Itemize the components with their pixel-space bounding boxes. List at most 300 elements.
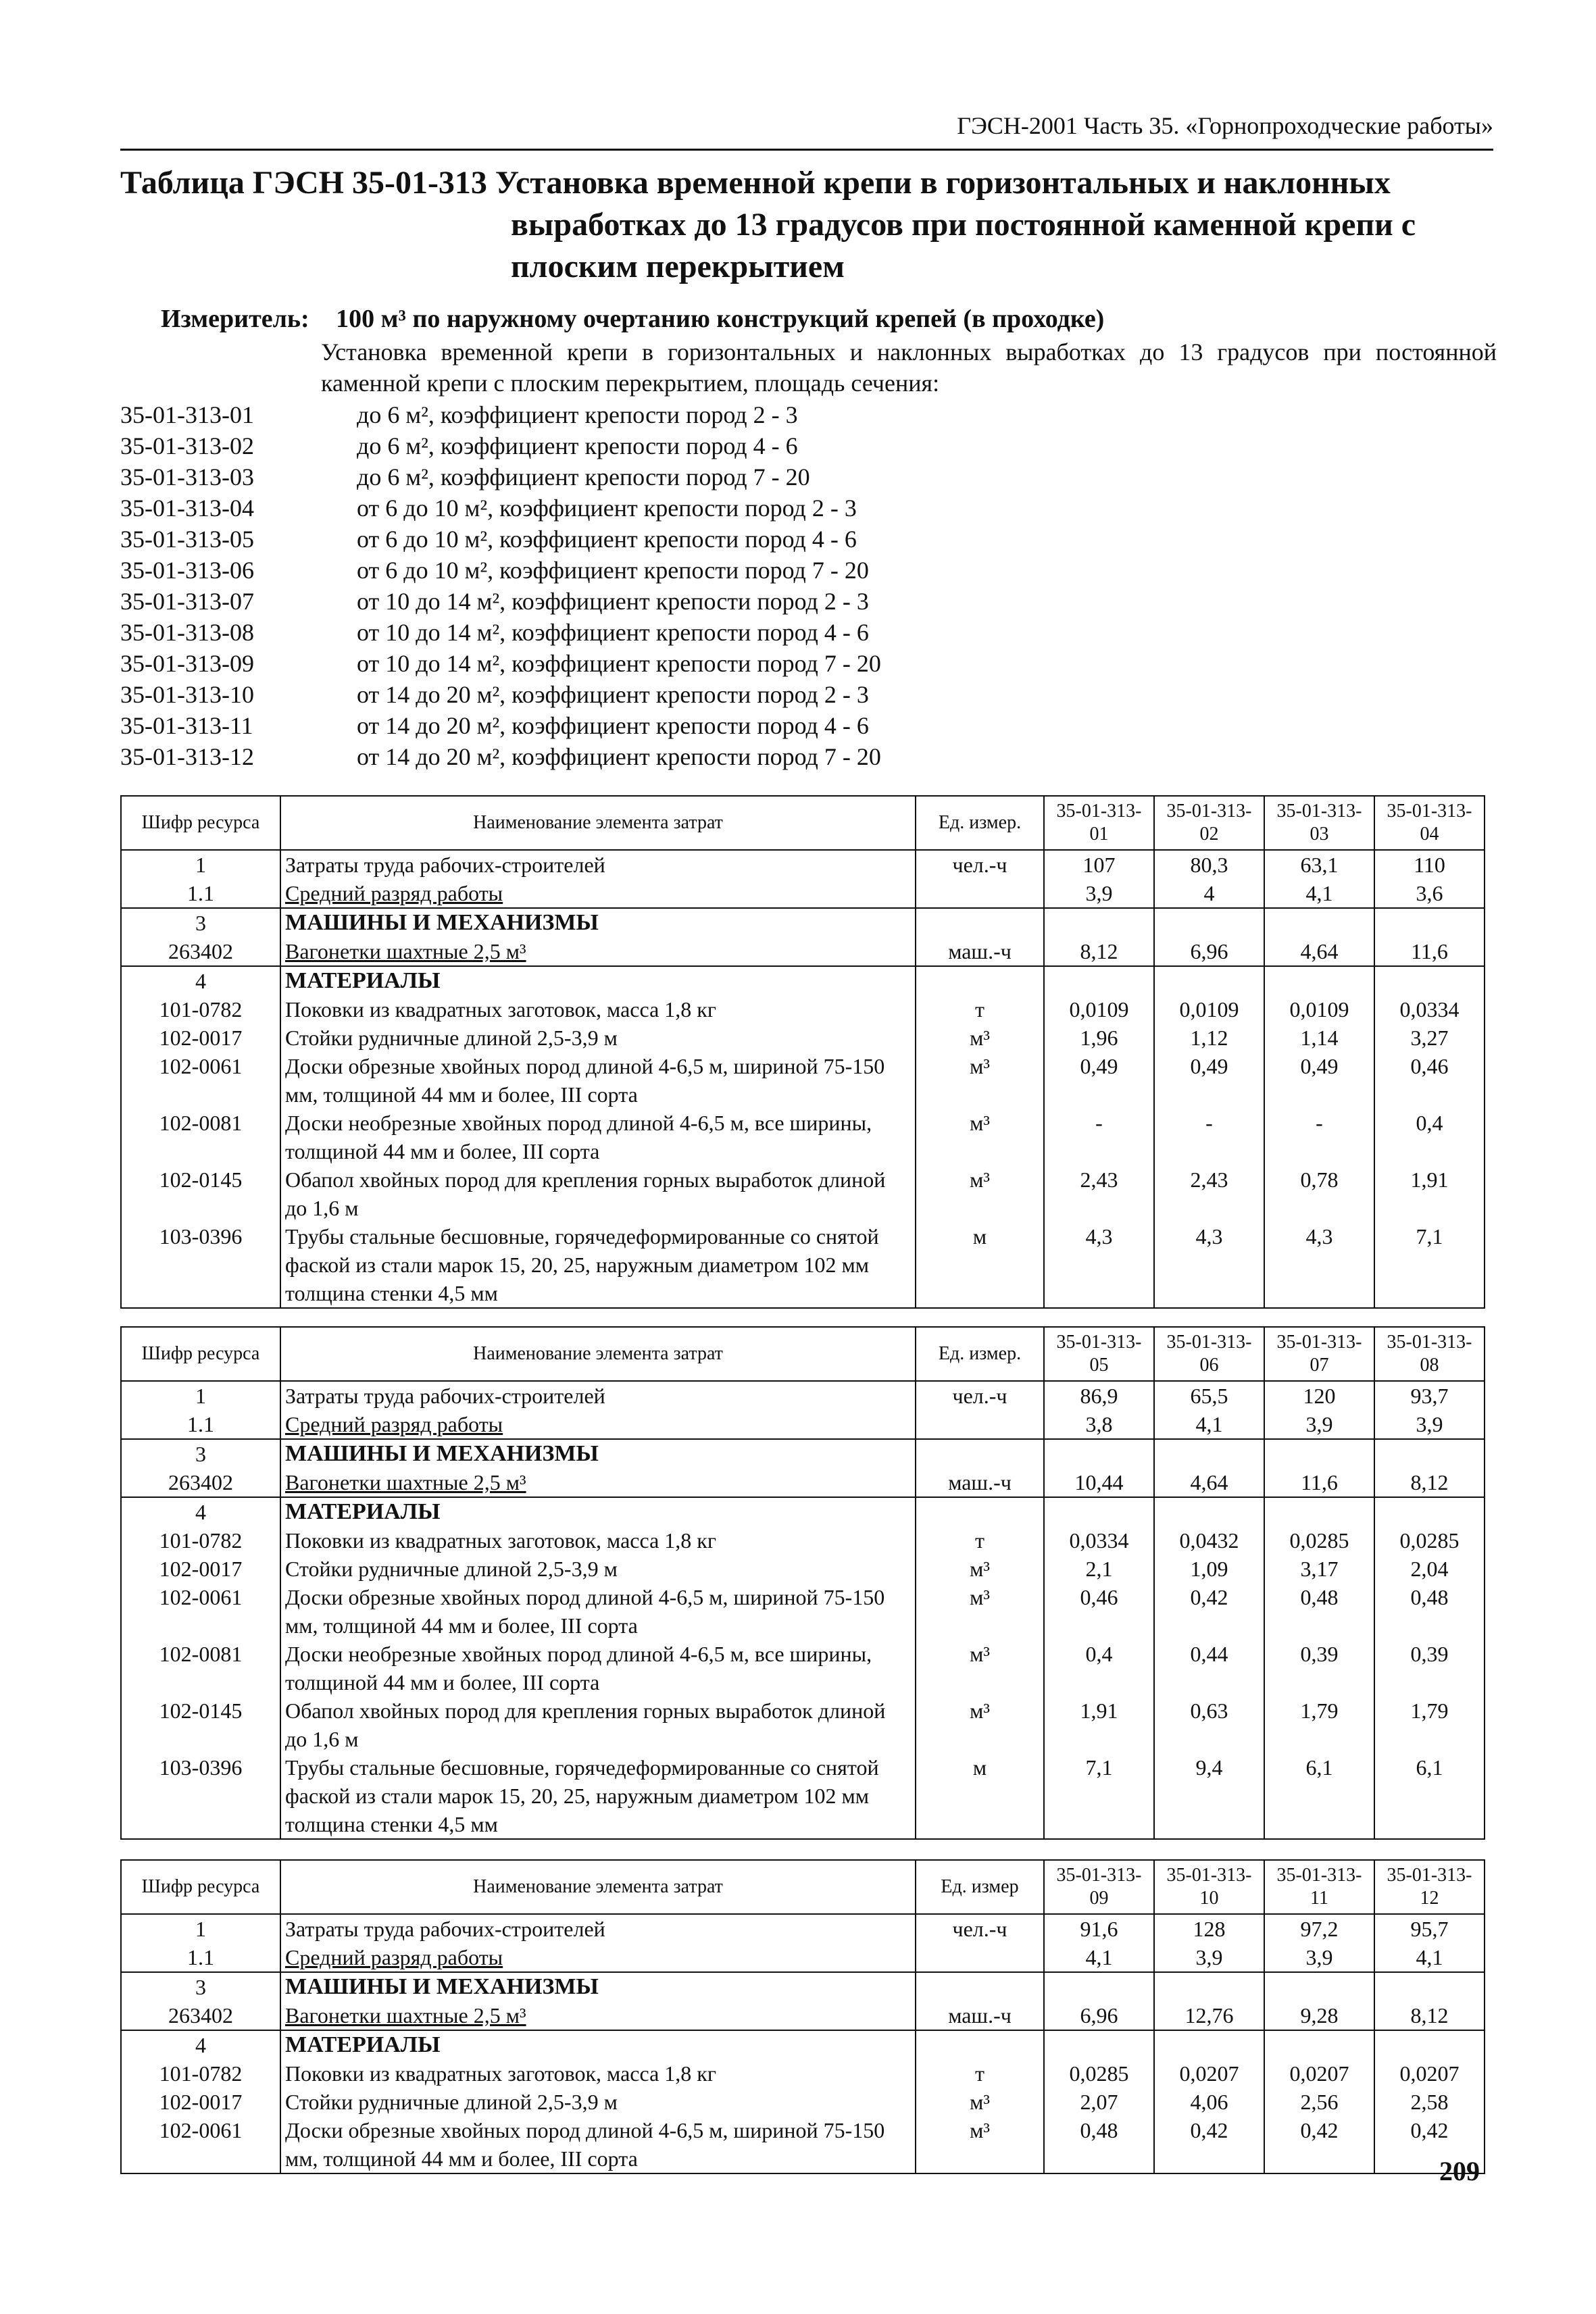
header-norm-code: 35-01-313-01 [1044, 796, 1154, 850]
table-row [121, 879, 1485, 908]
unit: маш.-ч [916, 937, 1044, 966]
value-cell: 6,1 [1374, 1753, 1485, 1839]
unit: м³ [916, 1696, 1044, 1753]
table-row [121, 966, 1485, 995]
value-cell: 4,1 [1374, 1943, 1485, 1972]
resource-code: 263402 [121, 2001, 280, 2030]
value-cell [1154, 2030, 1264, 2059]
value-cell: 8,12 [1044, 937, 1154, 966]
value-cell: 0,78 [1264, 1165, 1374, 1222]
value-cell: 63,1 [1264, 850, 1374, 879]
title-line-3: плоским перекрытием [511, 249, 845, 284]
table-row [121, 1410, 1485, 1439]
resource-name: Затраты труда рабочих-строителей [280, 1381, 916, 1410]
section-heading: МАТЕРИАЛЫ [280, 966, 916, 995]
value-cell: 107 [1044, 850, 1154, 879]
unit: т [916, 2059, 1044, 2088]
value-cell: 9,28 [1264, 2001, 1374, 2030]
section-heading: МАТЕРИАЛЫ [280, 2030, 916, 2059]
unit: м³ [916, 1555, 1044, 1583]
resource-code: 102-0017 [121, 1024, 280, 1052]
value-cell: 8,12 [1374, 2001, 1485, 2030]
code-id: 35-01-313-04 [120, 495, 254, 522]
table-row [121, 1109, 1485, 1165]
header-norm-code: 35-01-313-12 [1374, 1860, 1485, 1914]
value-cell [1154, 908, 1264, 937]
value-cell: 4,1 [1044, 1943, 1154, 1972]
value-cell [1374, 908, 1485, 937]
code-row [120, 461, 881, 493]
value-cell: 3,9 [1374, 1410, 1485, 1439]
value-cell: 3,9 [1044, 879, 1154, 908]
value-cell: 0,0207 [1264, 2059, 1374, 2088]
running-header: ГЭСН-2001 Часть 35. «Горнопроходческие работы» [957, 112, 1493, 139]
value-cell [1264, 908, 1374, 937]
value-cell: 3,9 [1264, 1410, 1374, 1439]
value-cell: 3,9 [1264, 1943, 1374, 1972]
value-cell: 0,48 [1044, 2116, 1154, 2173]
value-cell: 0,42 [1264, 2116, 1374, 2173]
resource-name: Средний разряд работы [280, 1410, 916, 1439]
resource-name: Обапол хвойных пород для крепления горных выработок длиной до 1,6 м [280, 1165, 916, 1222]
value-cell: 4,64 [1154, 1468, 1264, 1497]
section-heading: МАШИНЫ И МЕХАНИЗМЫ [280, 1439, 916, 1468]
value-cell: 2,43 [1044, 1165, 1154, 1222]
code-id: 35-01-313-03 [120, 463, 254, 491]
unit [916, 1410, 1044, 1439]
unit [916, 1943, 1044, 1972]
value-cell: 0,63 [1154, 1696, 1264, 1753]
header-name: Наименование элемента затрат [280, 1327, 916, 1381]
resource-name: Средний разряд работы [280, 879, 916, 908]
unit: чел.-ч [916, 1381, 1044, 1410]
code-description: до 6 м², коэффициент крепости пород 2 - 3 [357, 401, 798, 428]
value-cell: 86,9 [1044, 1381, 1154, 1410]
unit: м³ [916, 1583, 1044, 1640]
value-cell: 2,56 [1264, 2088, 1374, 2116]
table-row [121, 1583, 1485, 1640]
table-title [120, 162, 1499, 288]
resource-name: Обапол хвойных пород для крепления горных выработок длиной до 1,6 м [280, 1696, 916, 1753]
value-cell: 2,1 [1044, 1555, 1154, 1583]
value-cell [1044, 1497, 1154, 1526]
value-cell [1374, 2030, 1485, 2059]
value-cell: 6,96 [1044, 2001, 1154, 2030]
unit [916, 1439, 1044, 1468]
code-row [120, 741, 881, 772]
value-cell: 6,1 [1264, 1753, 1374, 1839]
resource-code: 4 [121, 966, 280, 995]
value-cell [1264, 2030, 1374, 2059]
resource-code: 102-0061 [121, 1052, 280, 1109]
header-norm-code: 35-01-313-03 [1264, 796, 1374, 850]
code-row [120, 524, 881, 555]
resource-code: 263402 [121, 937, 280, 966]
value-cell: 10,44 [1044, 1468, 1154, 1497]
table-row [121, 2030, 1485, 2059]
table-row [121, 1972, 1485, 2001]
header-code: Шифр ресурса [121, 1327, 280, 1381]
table-row [121, 2088, 1485, 2116]
unit: м³ [916, 2116, 1044, 2173]
value-cell: 1,09 [1154, 1555, 1264, 1583]
value-cell [1154, 1972, 1264, 2001]
code-description: от 14 до 20 м², коэффициент крепости пород 4 - 6 [357, 712, 869, 739]
header-norm-code: 35-01-313-08 [1374, 1327, 1485, 1381]
header-norm-code: 35-01-313-09 [1044, 1860, 1154, 1914]
code-description: от 6 до 10 м², коэффициент крепости пород 4 - 6 [357, 526, 857, 553]
value-cell: 0,42 [1374, 2116, 1485, 2173]
table-row [121, 1439, 1485, 1468]
resource-name: Поковки из квадратных заготовок, масса 1,8 кг [280, 1526, 916, 1555]
table-row [121, 908, 1485, 937]
value-cell: - [1044, 1109, 1154, 1165]
code-description: от 10 до 14 м², коэффициент крепости пород 4 - 6 [357, 619, 869, 646]
resource-name: Трубы стальные бесшовные, горячедеформированные со снятой фаской из стали марок 15, 20, 25, наружным диаметром 102 мм толщина стенки 4,5 мм [280, 1753, 916, 1839]
unit: м³ [916, 2088, 1044, 2116]
value-cell: 0,42 [1154, 2116, 1264, 2173]
table-row [121, 1914, 1485, 1943]
value-cell: 7,1 [1044, 1753, 1154, 1839]
code-id: 35-01-313-07 [120, 588, 254, 615]
value-cell [1044, 2030, 1154, 2059]
value-cell: 1,79 [1374, 1696, 1485, 1753]
table-row [121, 2001, 1485, 2030]
code-description: от 6 до 10 м², коэффициент крепости пород 2 - 3 [357, 495, 857, 522]
section-heading: МАШИНЫ И МЕХАНИЗМЫ [280, 908, 916, 937]
table-row [121, 1165, 1485, 1222]
value-cell: 0,46 [1374, 1052, 1485, 1109]
value-cell: 12,76 [1154, 2001, 1264, 2030]
header-unit: Ед. измер [916, 1860, 1044, 1914]
header-code: Шифр ресурса [121, 796, 280, 850]
unit: м³ [916, 1052, 1044, 1109]
resource-code: 102-0017 [121, 1555, 280, 1583]
value-cell: 0,46 [1044, 1583, 1154, 1640]
value-cell: 3,8 [1044, 1410, 1154, 1439]
resource-code: 1.1 [121, 1943, 280, 1972]
table-row [121, 2116, 1485, 2173]
value-cell [1044, 1972, 1154, 2001]
value-cell: 3,27 [1374, 1024, 1485, 1052]
value-cell: 0,49 [1264, 1052, 1374, 1109]
code-description: до 6 м², коэффициент крепости пород 7 - 20 [357, 463, 810, 491]
value-cell: 0,0109 [1044, 995, 1154, 1024]
code-description: до 6 м², коэффициент крепости пород 4 - 6 [357, 432, 798, 459]
code-id: 35-01-313-12 [120, 743, 254, 770]
norm-table-1 [120, 795, 1485, 1309]
code-id: 35-01-313-01 [120, 401, 254, 428]
resource-code: 3 [121, 1439, 280, 1468]
title-line-1: Таблица ГЭСН 35-01-313 Установка временной крепи в горизонтальных и наклонных [120, 165, 1391, 201]
code-row [120, 430, 881, 461]
resource-name: Затраты труда рабочих-строителей [280, 850, 916, 879]
value-cell: 0,0109 [1154, 995, 1264, 1024]
value-cell [1044, 908, 1154, 937]
value-cell: 80,3 [1154, 850, 1264, 879]
measure-line [161, 304, 1104, 334]
value-cell: 1,91 [1044, 1696, 1154, 1753]
code-row [120, 493, 881, 524]
resource-code: 103-0396 [121, 1222, 280, 1308]
measure-text: 100 м³ по наружному очертанию конструкций крепей (в проходке) [336, 305, 1105, 333]
table-row [121, 1468, 1485, 1497]
value-cell: 1,91 [1374, 1165, 1485, 1222]
intro-text: Установка временной крепи в горизонтальных и наклонных выработках до 13 градусов при постоянной каменной крепи с плоским перекрытием, площадь сечения: [321, 338, 1497, 397]
unit [916, 966, 1044, 995]
header-name: Наименование элемента затрат [280, 796, 916, 850]
resource-name: Доски необрезные хвойных пород длиной 4-6,5 м, все ширины, толщиной 44 мм и более, III сорта [280, 1640, 916, 1696]
section-heading: МАШИНЫ И МЕХАНИЗМЫ [280, 1972, 916, 2001]
value-cell: 0,39 [1374, 1640, 1485, 1696]
value-cell: 110 [1374, 850, 1485, 879]
code-id: 35-01-313-09 [120, 650, 254, 677]
value-cell [1264, 966, 1374, 995]
value-cell: 0,0285 [1044, 2059, 1154, 2088]
resource-name: Поковки из квадратных заготовок, масса 1,8 кг [280, 2059, 916, 2088]
value-cell: 4,3 [1264, 1222, 1374, 1308]
resource-code: 102-0081 [121, 1640, 280, 1696]
resource-name: Вагонетки шахтные 2,5 м³ [280, 1468, 916, 1497]
table-header-row [121, 1327, 1485, 1381]
page-number: 209 [1439, 2156, 1480, 2186]
code-description: от 14 до 20 м², коэффициент крепости пород 7 - 20 [357, 743, 881, 770]
resource-name: Трубы стальные бесшовные, горячедеформированные со снятой фаской из стали марок 15, 20, 25, наружным диаметром 102 мм толщина стенки 4,5 мм [280, 1222, 916, 1308]
value-cell: - [1154, 1109, 1264, 1165]
value-cell: 0,0334 [1044, 1526, 1154, 1555]
value-cell: 0,48 [1264, 1583, 1374, 1640]
value-cell: 0,4 [1374, 1109, 1485, 1165]
value-cell: 0,0207 [1154, 2059, 1264, 2088]
resource-name: Средний разряд работы [280, 1943, 916, 1972]
value-cell: 1,12 [1154, 1024, 1264, 1052]
value-cell: 3,6 [1374, 879, 1485, 908]
resource-name: Вагонетки шахтные 2,5 м³ [280, 937, 916, 966]
table-row [121, 1497, 1485, 1526]
title-line-2: выработках до 13 градусов при постоянной каменной крепи с [511, 207, 1416, 243]
value-cell: 0,39 [1264, 1640, 1374, 1696]
unit [916, 1497, 1044, 1526]
header-rule [120, 149, 1493, 151]
table-row [121, 1640, 1485, 1696]
table-row [121, 1555, 1485, 1583]
header-norm-code: 35-01-313-04 [1374, 796, 1485, 850]
value-cell: 97,2 [1264, 1914, 1374, 1943]
header-norm-code: 35-01-313-10 [1154, 1860, 1264, 1914]
code-row [120, 710, 881, 741]
resource-code: 101-0782 [121, 2059, 280, 2088]
table-row [121, 1024, 1485, 1052]
value-cell: 0,0432 [1154, 1526, 1264, 1555]
value-cell: 91,6 [1044, 1914, 1154, 1943]
header-norm-code: 35-01-313-05 [1044, 1327, 1154, 1381]
table-row [121, 2059, 1485, 2088]
resource-code: 4 [121, 2030, 280, 2059]
value-cell: 1,79 [1264, 1696, 1374, 1753]
unit: м³ [916, 1640, 1044, 1696]
code-row [120, 617, 881, 648]
unit [916, 879, 1044, 908]
value-cell: 128 [1154, 1914, 1264, 1943]
unit: м³ [916, 1109, 1044, 1165]
table-row [121, 1943, 1485, 1972]
measure-label: Измеритель: [161, 305, 309, 333]
value-cell [1374, 1439, 1485, 1468]
unit: маш.-ч [916, 1468, 1044, 1497]
resource-code: 101-0782 [121, 995, 280, 1024]
code-row [120, 399, 881, 430]
unit: чел.-ч [916, 1914, 1044, 1943]
resource-name: Доски обрезные хвойных пород длиной 4-6,5 м, шириной 75-150 мм, толщиной 44 мм и более, III сорта [280, 2116, 916, 2173]
table-header-row [121, 796, 1485, 850]
table-header-row [121, 1860, 1485, 1914]
code-row [120, 586, 881, 617]
header-norm-code: 35-01-313-06 [1154, 1327, 1264, 1381]
resource-name: Затраты труда рабочих-строителей [280, 1914, 916, 1943]
resource-code: 1.1 [121, 879, 280, 908]
table-row [121, 1753, 1485, 1839]
value-cell: 4,3 [1154, 1222, 1264, 1308]
header-name: Наименование элемента затрат [280, 1860, 916, 1914]
resource-name: Вагонетки шахтные 2,5 м³ [280, 2001, 916, 2030]
unit: м³ [916, 1024, 1044, 1052]
value-cell: 3,17 [1264, 1555, 1374, 1583]
value-cell: 95,7 [1374, 1914, 1485, 1943]
code-description: от 10 до 14 м², коэффициент крепости пород 7 - 20 [357, 650, 881, 677]
value-cell [1154, 1439, 1264, 1468]
unit: м [916, 1222, 1044, 1308]
norm-table-3 [120, 1859, 1485, 2174]
value-cell: 0,0334 [1374, 995, 1485, 1024]
value-cell [1044, 1439, 1154, 1468]
code-row [120, 679, 881, 710]
value-cell: - [1264, 1109, 1374, 1165]
value-cell: 1,96 [1044, 1024, 1154, 1052]
value-cell: 2,43 [1154, 1165, 1264, 1222]
unit: маш.-ч [916, 2001, 1044, 2030]
code-id: 35-01-313-05 [120, 526, 254, 553]
value-cell: 2,07 [1044, 2088, 1154, 2116]
resource-code: 1 [121, 1381, 280, 1410]
value-cell: 0,42 [1154, 1583, 1264, 1640]
header-unit: Ед. измер. [916, 1327, 1044, 1381]
table-row [121, 1052, 1485, 1109]
table-row [121, 1381, 1485, 1410]
resource-code: 101-0782 [121, 1526, 280, 1555]
resource-code: 4 [121, 1497, 280, 1526]
value-cell: 0,0109 [1264, 995, 1374, 1024]
unit: т [916, 1526, 1044, 1555]
table-row [121, 1222, 1485, 1308]
resource-code: 102-0061 [121, 2116, 280, 2173]
value-cell: 65,5 [1154, 1381, 1264, 1410]
header-unit: Ед. измер. [916, 796, 1044, 850]
code-description: от 10 до 14 м², коэффициент крепости пород 2 - 3 [357, 588, 869, 615]
code-description: от 6 до 10 м², коэффициент крепости пород 7 - 20 [357, 557, 869, 584]
header-norm-code: 35-01-313-07 [1264, 1327, 1374, 1381]
value-cell [1264, 1497, 1374, 1526]
unit [916, 908, 1044, 937]
resource-name: Стойки рудничные длиной 2,5-3,9 м [280, 1024, 916, 1052]
code-description: от 14 до 20 м², коэффициент крепости пород 2 - 3 [357, 681, 869, 708]
value-cell: 120 [1264, 1381, 1374, 1410]
value-cell: 4,1 [1264, 879, 1374, 908]
header-norm-code: 35-01-313-02 [1154, 796, 1264, 850]
value-cell: 11,6 [1374, 937, 1485, 966]
resource-code: 1.1 [121, 1410, 280, 1439]
value-cell [1264, 1972, 1374, 2001]
value-cell: 2,04 [1374, 1555, 1485, 1583]
resource-code: 102-0145 [121, 1696, 280, 1753]
resource-name: Стойки рудничные длиной 2,5-3,9 м [280, 2088, 916, 2116]
value-cell [1264, 1439, 1374, 1468]
unit: м [916, 1753, 1044, 1839]
resource-code: 102-0081 [121, 1109, 280, 1165]
value-cell: 0,0285 [1374, 1526, 1485, 1555]
value-cell: 4,06 [1154, 2088, 1264, 2116]
unit: т [916, 995, 1044, 1024]
code-id: 35-01-313-08 [120, 619, 254, 646]
resource-name: Стойки рудничные длиной 2,5-3,9 м [280, 1555, 916, 1583]
unit [916, 2030, 1044, 2059]
table-row [121, 1526, 1485, 1555]
value-cell: 4,64 [1264, 937, 1374, 966]
resource-code: 3 [121, 1972, 280, 2001]
value-cell: 2,58 [1374, 2088, 1485, 2116]
resource-code: 103-0396 [121, 1753, 280, 1839]
value-cell [1374, 966, 1485, 995]
code-row [120, 555, 881, 586]
codes-list [120, 399, 881, 772]
value-cell [1154, 966, 1264, 995]
value-cell: 0,48 [1374, 1583, 1485, 1640]
resource-code: 3 [121, 908, 280, 937]
value-cell: 0,4 [1044, 1640, 1154, 1696]
resource-name: Доски обрезные хвойных пород длиной 4-6,5 м, шириной 75-150 мм, толщиной 44 мм и более, III сорта [280, 1052, 916, 1109]
code-id: 35-01-313-11 [120, 712, 253, 739]
unit: чел.-ч [916, 850, 1044, 879]
code-id: 35-01-313-10 [120, 681, 254, 708]
value-cell: 4,1 [1154, 1410, 1264, 1439]
value-cell: 3,9 [1154, 1943, 1264, 1972]
value-cell: 0,49 [1154, 1052, 1264, 1109]
table-row [121, 1696, 1485, 1753]
resource-name: Доски обрезные хвойных пород длиной 4-6,5 м, шириной 75-150 мм, толщиной 44 мм и более, III сорта [280, 1583, 916, 1640]
unit [916, 1972, 1044, 2001]
value-cell: 1,14 [1264, 1024, 1374, 1052]
value-cell: 9,4 [1154, 1753, 1264, 1839]
value-cell: 8,12 [1374, 1468, 1485, 1497]
unit: м³ [916, 1165, 1044, 1222]
value-cell: 0,49 [1044, 1052, 1154, 1109]
resource-code: 1 [121, 850, 280, 879]
value-cell: 0,0207 [1374, 2059, 1485, 2088]
resource-code: 1 [121, 1914, 280, 1943]
code-id: 35-01-313-06 [120, 557, 254, 584]
value-cell: 4,3 [1044, 1222, 1154, 1308]
resource-name: Доски необрезные хвойных пород длиной 4-6,5 м, все ширины, толщиной 44 мм и более, III сорта [280, 1109, 916, 1165]
value-cell [1044, 966, 1154, 995]
table-row [121, 937, 1485, 966]
resource-code: 102-0145 [121, 1165, 280, 1222]
table-row [121, 995, 1485, 1024]
header-norm-code: 35-01-313-11 [1264, 1860, 1374, 1914]
code-row [120, 648, 881, 679]
value-cell: 6,96 [1154, 937, 1264, 966]
value-cell: 4 [1154, 879, 1264, 908]
resource-code: 102-0061 [121, 1583, 280, 1640]
resource-code: 263402 [121, 1468, 280, 1497]
